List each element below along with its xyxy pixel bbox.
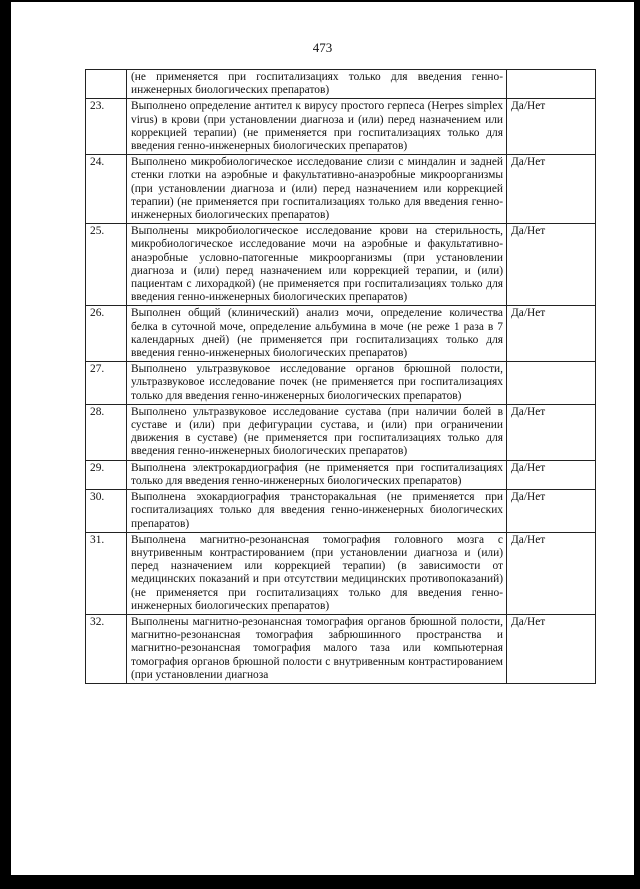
document-page [11, 2, 634, 875]
row-number: 26. [86, 306, 127, 362]
table-row [86, 224, 596, 306]
criterion-text: Выполнено определение антител к вирусу простого герпеса (Herpes simplex virus) в крови (при установлении диагноза и (или) перед назначением или коррекцией терапии) (не применяется при госпитализациях только для введения генно-инженерных биологических препаратов) [127, 99, 507, 155]
page-number: 473 [312, 40, 333, 55]
table-row [86, 362, 596, 405]
table-row [86, 70, 596, 99]
row-number: 25. [86, 224, 127, 306]
answer-cell: Да/Нет [507, 490, 596, 533]
criterion-text: Выполнено ультразвуковое исследование органов брюшной полости, ультразвуковое исследование почек (не применяется при госпитализациях только для введения генно-инженерных биологических препаратов) [127, 362, 507, 405]
criterion-text: Выполнено микробиологическое исследование слизи с миндалин и задней стенки глотки на аэробные и факультативно-анаэробные микроорганизмы (при установлении диагноза и (или) перед назначением или коррекцией терапии) (не применяется при госпитализациях только для введения генно-инженерных биологических препаратов) [127, 155, 507, 224]
answer-cell [507, 362, 596, 405]
row-number: 24. [86, 155, 127, 224]
row-number [86, 70, 127, 99]
table-row [86, 99, 596, 155]
criterion-text: Выполнены микробиологическое исследование крови на стерильность, микробиологическое исследование мочи на аэробные и факультативно-анаэробные условно-патогенные микроорганизмы (при установлении диагноза и (или) перед назначением или коррекцией терапии, и (или) пациентам с лихорадкой) (не применяется при госпитализациях только для введения генно-инженерных биологических препаратов) [127, 224, 507, 306]
row-number: 29. [86, 460, 127, 489]
row-number: 27. [86, 362, 127, 405]
table-row [86, 614, 596, 683]
criterion-text: Выполнен общий (клинический) анализ мочи, определение количества белка в суточной моче, определение альбумина в моче (не реже 1 раза в 7 календарных дней) (не применяется при госпитализациях только для введения генно-инженерных биологических препаратов) [127, 306, 507, 362]
criteria-table [85, 69, 596, 684]
table-row [86, 532, 596, 614]
criterion-text: Выполнены магнитно-резонансная томография органов брюшной полости, магнитно-резонансная томография забрюшинного пространства и магнитно-резонансная томография малого таза или компьютерная томография органов брюшной полости с внутривенным контрастированием (при установлении диагноза [127, 614, 507, 683]
criterion-text: Выполнена магнитно-резонансная томография головного мозга с внутривенным контрастированием (при установлении диагноза и (или) перед назначением или коррекцией терапии) (в зависимости от медицинских показаний и при отсутствии медицинских противопоказаний) (не применяется при госпитализациях только для введения генно-инженерных биологических препаратов) [127, 532, 507, 614]
row-number: 23. [86, 99, 127, 155]
answer-cell: Да/Нет [507, 306, 596, 362]
answer-cell: Да/Нет [507, 224, 596, 306]
table-row [86, 155, 596, 224]
row-number: 31. [86, 532, 127, 614]
criteria-table-body [86, 70, 596, 684]
criterion-text: Выполнена эхокардиография трансторакальная (не применяется при госпитализациях только для введения генно-инженерных биологических препаратов) [127, 490, 507, 533]
answer-cell: Да/Нет [507, 614, 596, 683]
row-number: 32. [86, 614, 127, 683]
row-number: 28. [86, 404, 127, 460]
answer-cell: Да/Нет [507, 460, 596, 489]
answer-cell: Да/Нет [507, 155, 596, 224]
row-number: 30. [86, 490, 127, 533]
criterion-text: (не применяется при госпитализациях только для введения генно-инженерных биологических препаратов) [127, 70, 507, 99]
answer-cell: Да/Нет [507, 404, 596, 460]
table-row [86, 404, 596, 460]
answer-cell: Да/Нет [507, 99, 596, 155]
table-row [86, 306, 596, 362]
table-row [86, 490, 596, 533]
answer-cell [507, 70, 596, 99]
table-row [86, 460, 596, 489]
criterion-text: Выполнено ультразвуковое исследование сустава (при наличии болей в суставе и (или) при дефигурации сустава, и (или) при ограничении движения в суставе) (не применяется при госпитализациях только для введения генно-инженерных биологических препаратов) [127, 404, 507, 460]
criterion-text: Выполнена электрокардиография (не применяется при госпитализациях только для введения генно-инженерных биологических препаратов) [127, 460, 507, 489]
answer-cell: Да/Нет [507, 532, 596, 614]
